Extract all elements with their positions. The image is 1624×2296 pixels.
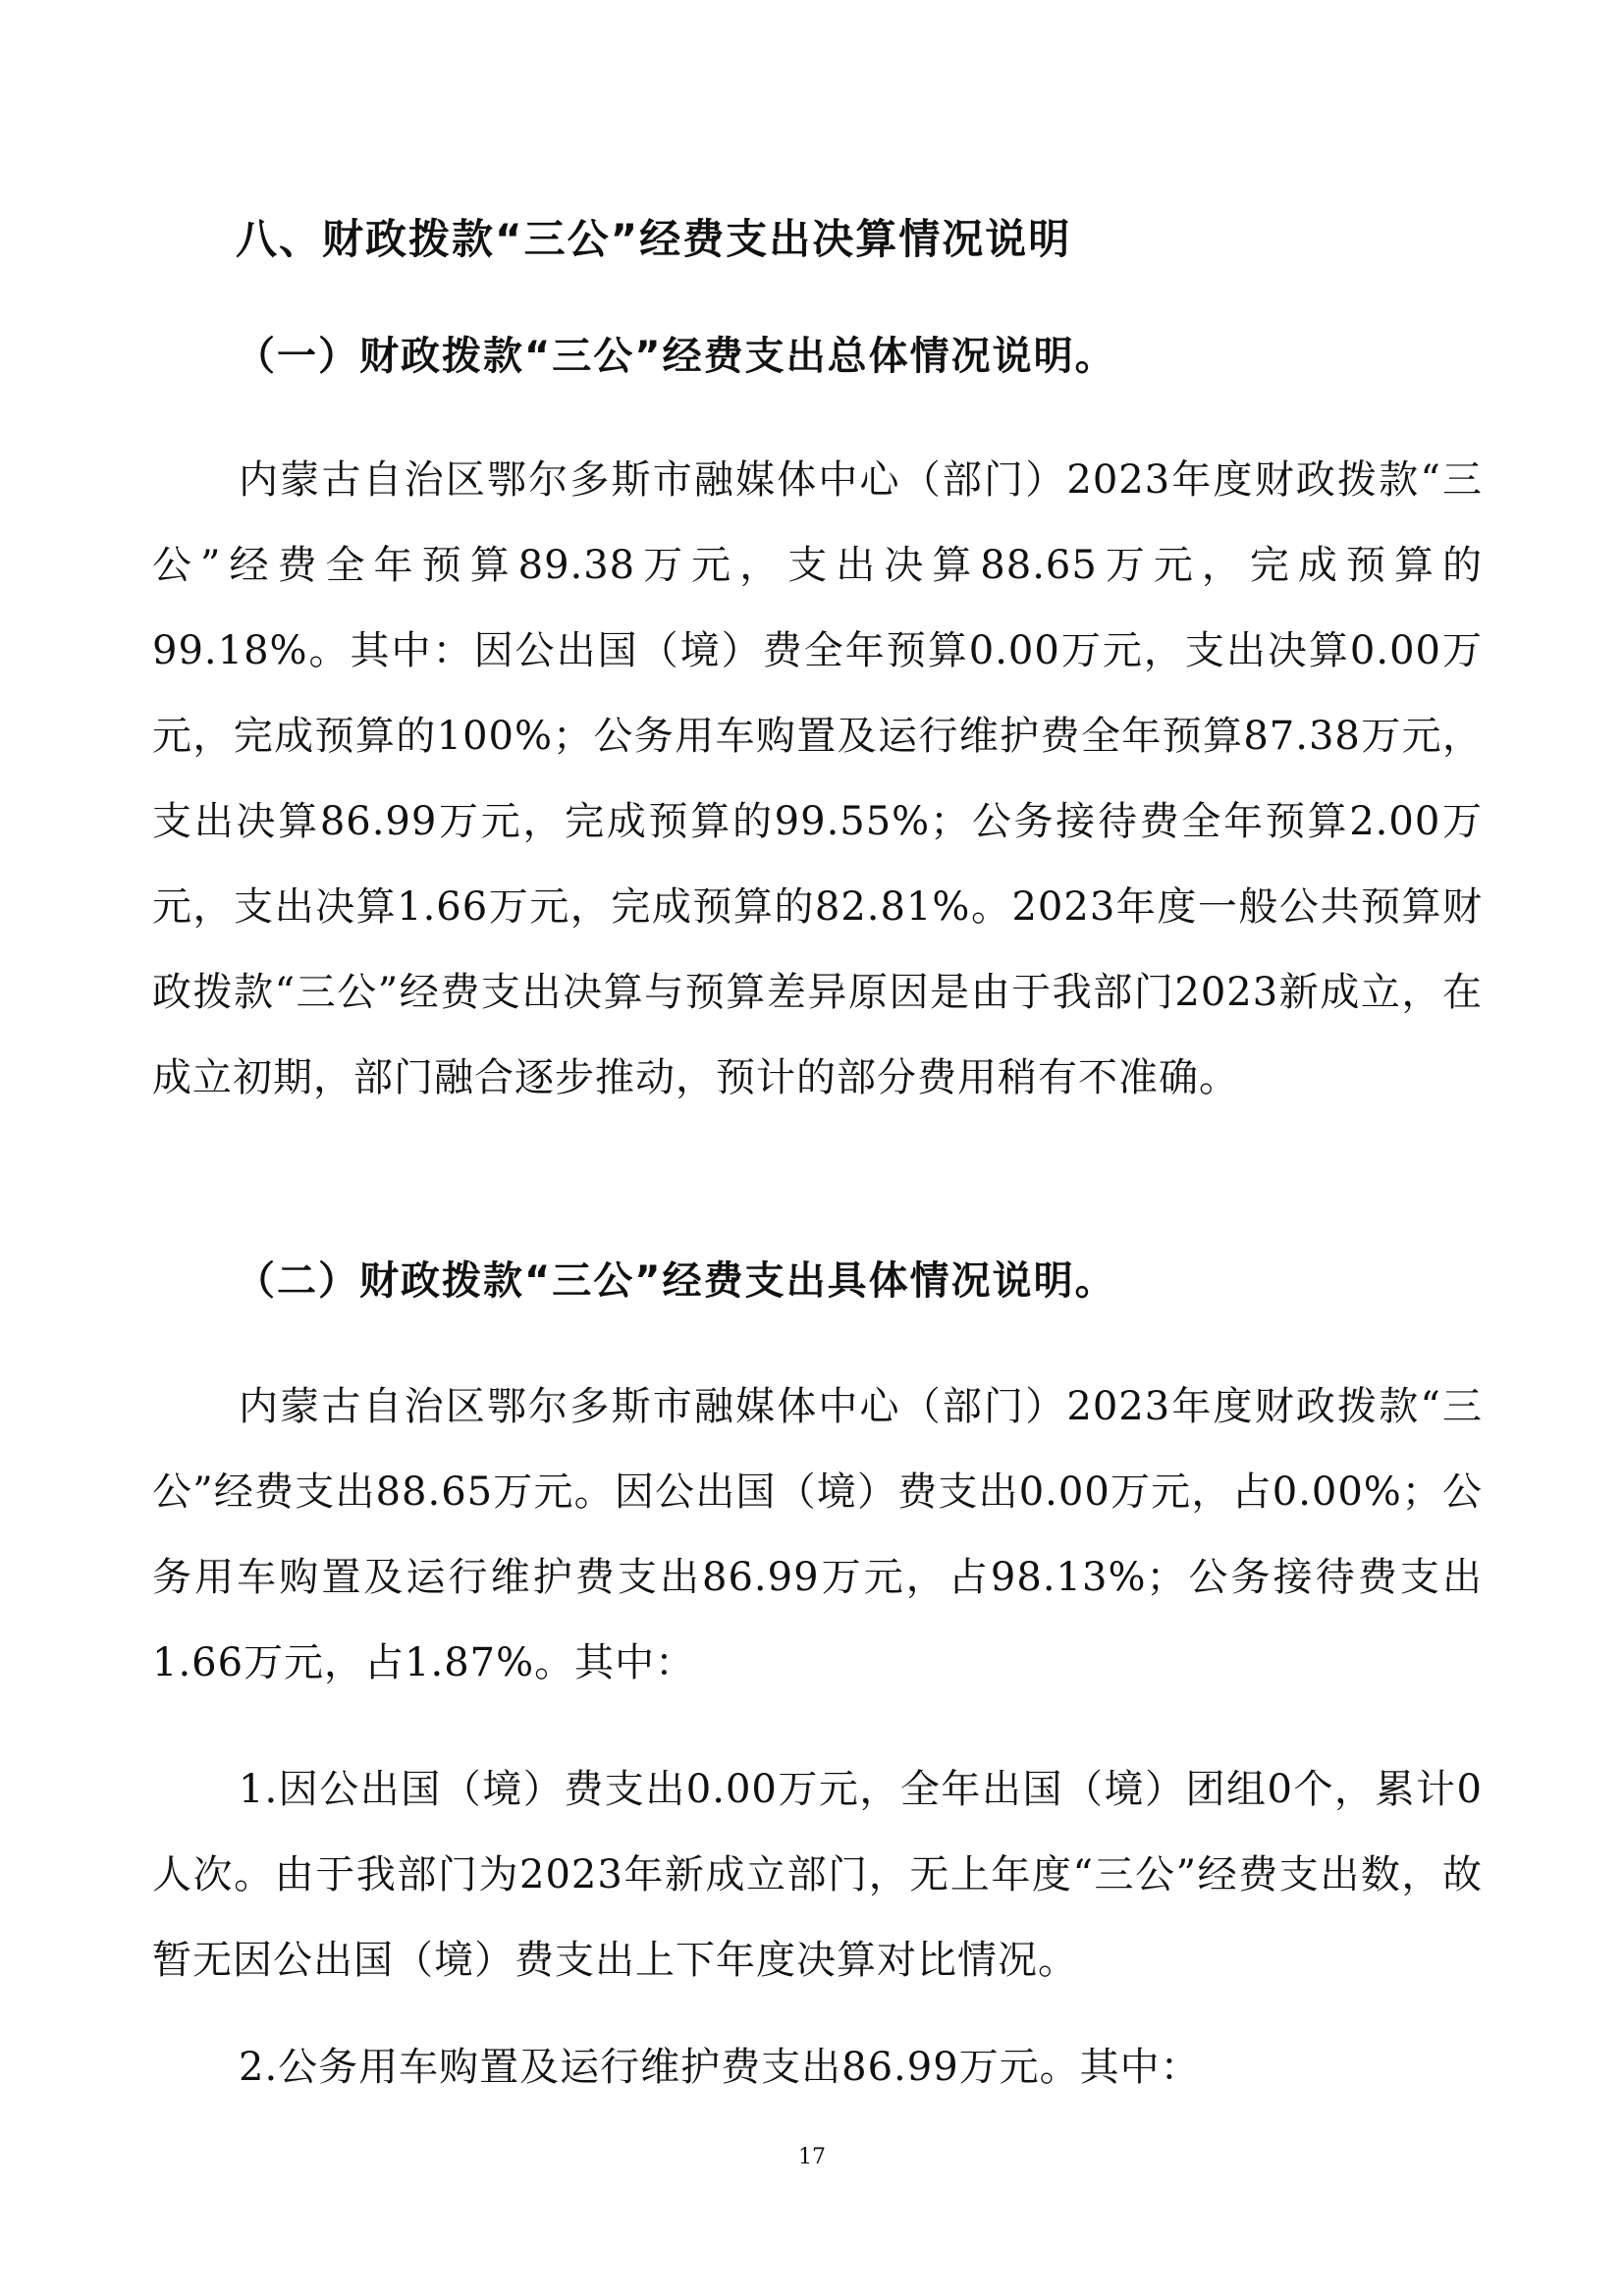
subsection-1-title: （一）财政拨款“三公”经费支出总体情况说明。 <box>236 334 1116 379</box>
subsection-1-body: 内蒙古自治区鄂尔多斯市融媒体中心（部门）2023年度财政拨款“三公”经费全年预算89.38万元，支出决算88.65万元，完成预算的99.18%。其中：因公出国（境）费全年预算0.00万元，支出决算0.00万元，完成预算的100%；公务用车购置及运行维护费全年预算87.38万元，支出决算86.99万元，完成预算的99.55%；公务接待费全年预算2.00万元，支出决算1.66万元，完成预算的82.81%。2023年度一般公共预算财政拨款“三公”经费支出决算与预算差异原因是由于我部门2023新成立，在成立初期，部门融合逐步推动，预计的部分费用稍有不准确。 <box>152 457 1483 1100</box>
item-1-body: 1.因公出国（境）费支出0.00万元，全年出国（境）团组0个，累计0人次。由于我部门为2023年新成立部门，无上年度“三公”经费支出数，故暂无因公出国（境）费支出上下年度决算对比情况。 <box>152 1767 1483 1983</box>
subsection-2-body: 内蒙古自治区鄂尔多斯市融媒体中心（部门）2023年度财政拨款“三公”经费支出88.65万元。因公出国（境）费支出0.00万元，占0.00%；公务用车购置及运行维护费支出86.99万元，占98.13%；公务接待费支出1.66万元，占1.87%。其中： <box>152 1384 1483 1685</box>
subsection-2-title: （二）财政拨款“三公”经费支出具体情况说明。 <box>236 1258 1116 1304</box>
item-2-body: 2.公务用车购置及运行维护费支出86.99万元。其中： <box>239 2045 1201 2090</box>
section-title: 八、财政拨款“三公”经费支出决算情况说明 <box>236 215 1072 263</box>
page-number: 17 <box>798 2145 826 2169</box>
